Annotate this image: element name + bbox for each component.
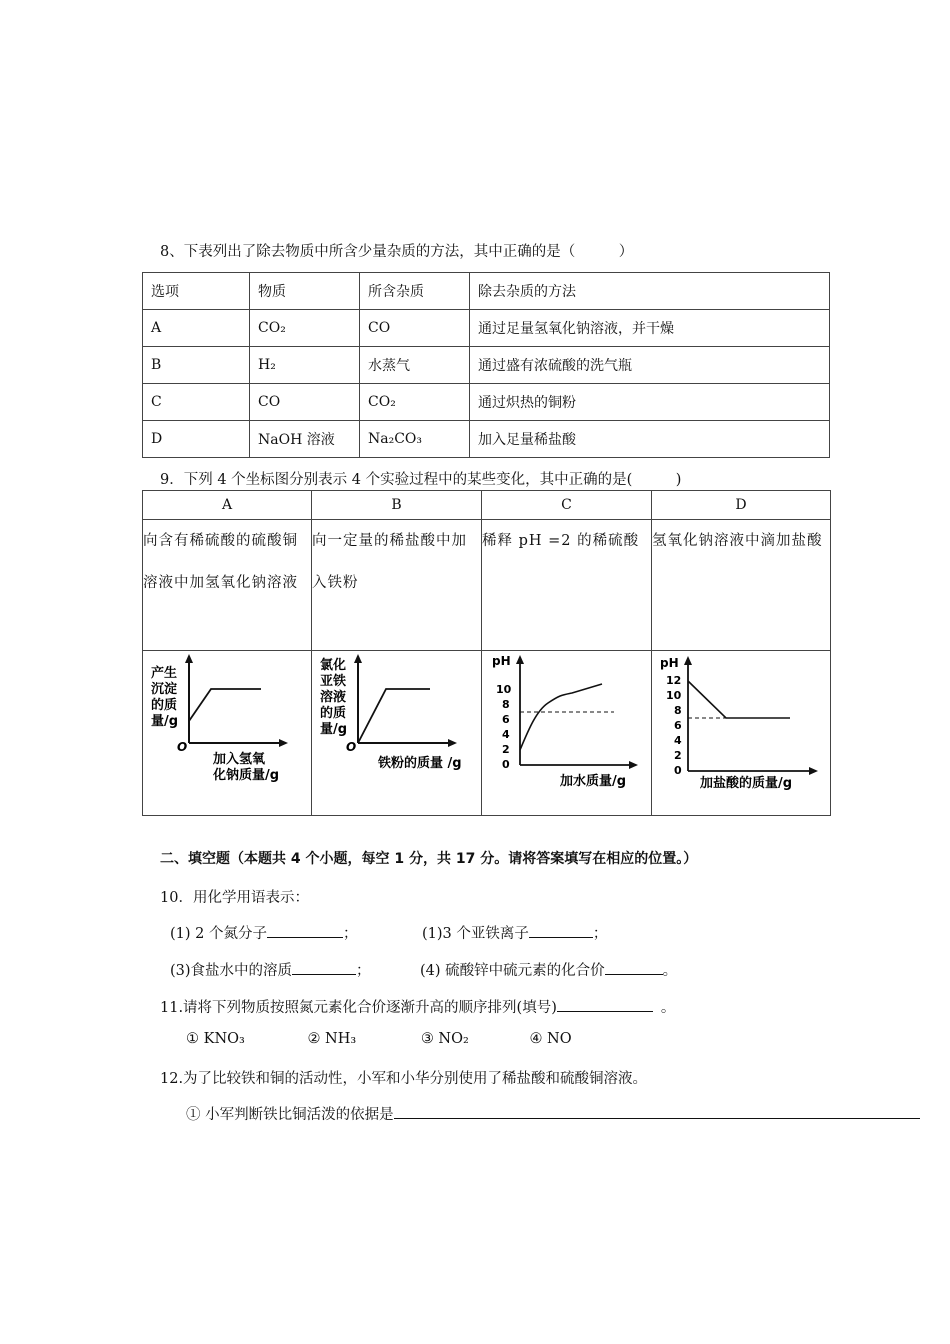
y-axis-label: 产生 [151, 666, 178, 681]
y-tick-label: 12 [666, 674, 682, 687]
y-tick-label: 6 [674, 719, 682, 732]
table-row [143, 384, 830, 421]
y-tick-label: 8 [674, 704, 682, 717]
table-header-row [143, 273, 830, 310]
y-tick-label: 0 [674, 764, 682, 777]
table-cell: CO₂ [250, 310, 360, 347]
option-label: A [143, 491, 312, 520]
q10-line2 [170, 959, 371, 980]
q11-prompt: 11.请将下列物质按照氮元素化合价逐渐升高的顺序排列(填号) [160, 1000, 557, 1016]
end-mark: 。 [660, 1000, 676, 1016]
option-description-row [143, 520, 831, 651]
end-mark: 。 [662, 963, 678, 979]
x-axis-label: 铁粉的质量 /g [378, 756, 462, 771]
q10-line1b [422, 922, 607, 943]
table-row [143, 347, 830, 384]
option-label: D [652, 491, 831, 520]
table-cell: H₂ [250, 347, 360, 384]
table-cell: 通过炽热的铜粉 [470, 384, 830, 421]
option-description: 稀释 pH =2 的稀硫酸 [482, 520, 652, 651]
y-tick-label: 10 [666, 689, 682, 702]
table-header-cell: 选项 [143, 273, 250, 310]
graph-a [143, 651, 312, 811]
table-cell: 通过足量氢氧化钠溶液，并干燥 [470, 310, 830, 347]
y-axis-label: 亚铁 [320, 674, 347, 689]
table-cell: NaOH 溶液 [250, 421, 360, 458]
section2-title: 二、填空题（本题共 4 个小题，每空 1 分，共 17 分。请将答案填写在相应的位置。） [160, 851, 698, 867]
q10-prompt: 10．用化学用语表示： [160, 890, 309, 906]
table-header-cell: 除去杂质的方法 [470, 273, 830, 310]
choice-item: ③ NO₂ [420, 1031, 469, 1047]
y-axis-label: 沉淀 [151, 682, 178, 697]
choice-item: ④ NO [529, 1031, 572, 1047]
choice-item: ① KNO₃ [186, 1031, 245, 1047]
q12-line1 [186, 1103, 920, 1124]
q10-line2b [420, 959, 677, 980]
graph-cell-b [312, 651, 482, 816]
q10-item4: (4) 硫酸锌中硫元素的化合价 [420, 963, 605, 979]
x-axis-label: 加盐酸的质量/g [700, 776, 793, 791]
y-axis-label: 量/g [320, 722, 348, 737]
answer-blank[interactable] [292, 960, 356, 975]
graph-cell-d [652, 651, 831, 816]
graph-d [652, 651, 831, 811]
table-cell: C [143, 384, 250, 421]
y-tick-label: 4 [674, 734, 682, 747]
q10-line1 [170, 922, 357, 943]
x-axis-label: 加水质量/g [560, 774, 627, 789]
y-tick-label: 2 [502, 743, 510, 756]
y-tick-label: 2 [674, 749, 682, 762]
y-axis-label: 氯化 [320, 658, 347, 673]
y-axis-label: 溶液 [320, 690, 347, 705]
y-tick-label: 6 [502, 713, 510, 726]
q9-table [142, 490, 831, 816]
q8-table [142, 272, 830, 458]
table-row [143, 310, 830, 347]
graph-b [312, 651, 482, 811]
option-label: B [312, 491, 482, 520]
y-axis-label: pH [492, 654, 511, 668]
separator: ； [592, 926, 608, 942]
x-axis-label: 化钠质量/g [213, 768, 280, 783]
y-tick-label: 10 [496, 683, 512, 696]
table-cell: 加入足量稀盐酸 [470, 421, 830, 458]
table-header-cell: 物质 [250, 273, 360, 310]
origin-label: O [346, 740, 357, 754]
table-cell: CO [250, 384, 360, 421]
q11-line [160, 996, 675, 1017]
table-cell: 通过盛有浓硫酸的洗气瓶 [470, 347, 830, 384]
graph-row [143, 651, 831, 816]
y-axis-label: 量/g [151, 714, 179, 729]
answer-blank[interactable] [394, 1104, 920, 1119]
option-description: 向一定量的稀盐酸中加入铁粉 [312, 520, 482, 651]
option-header-row [143, 491, 831, 520]
q10-item1: (1) 2 个氮分子 [170, 926, 267, 942]
y-tick-label: 0 [502, 758, 510, 771]
y-tick-label: 4 [502, 728, 510, 741]
table-cell: 水蒸气 [360, 347, 470, 384]
table-cell: CO [360, 310, 470, 347]
option-description: 氢氧化钠溶液中滴加盐酸 [652, 520, 831, 651]
option-label: C [482, 491, 652, 520]
graph-c [482, 651, 652, 811]
x-axis-label: 加入氢氧 [213, 752, 266, 767]
q8-prompt: 8、下表列出了除去物质中所含少量杂质的方法，其中正确的是（ ） [160, 244, 634, 260]
table-cell: CO₂ [360, 384, 470, 421]
q10-item2: (1)3 个亚铁离子 [422, 926, 529, 942]
table-cell: D [143, 421, 250, 458]
y-axis-label: 的质 [151, 698, 178, 713]
table-cell: Na₂CO₃ [360, 421, 470, 458]
separator: ； [356, 963, 371, 979]
q11-choices [186, 1031, 572, 1047]
y-axis-label: pH [660, 656, 679, 670]
table-row [143, 421, 830, 458]
q9-prompt: 9．下列 4 个坐标图分别表示 4 个实验过程中的某些变化，其中正确的是( ) [160, 472, 682, 488]
answer-blank[interactable] [529, 923, 593, 938]
graph-cell-c [482, 651, 652, 816]
graph-cell-a [143, 651, 312, 816]
answer-blank[interactable] [557, 997, 653, 1012]
option-description: 向含有稀硫酸的硫酸铜溶液中加氢氧化钠溶液 [143, 520, 312, 651]
origin-label: O [177, 740, 188, 754]
answer-blank[interactable] [605, 960, 663, 975]
q12-item1: ① 小军判断铁比铜活泼的依据是 [186, 1107, 394, 1123]
y-axis-label: 的质 [320, 706, 347, 721]
separator: ； [342, 926, 358, 942]
table-cell: B [143, 347, 250, 384]
table-cell: A [143, 310, 250, 347]
y-tick-label: 8 [502, 698, 510, 711]
q12-prompt: 12.为了比较铁和铜的活动性，小军和小华分别使用了稀盐酸和硫酸铜溶液。 [160, 1071, 648, 1087]
choice-item: ② NH₃ [307, 1031, 357, 1047]
table-header-cell: 所含杂质 [360, 273, 470, 310]
q10-item3: (3)食盐水中的溶质 [170, 963, 293, 979]
answer-blank[interactable] [267, 923, 343, 938]
